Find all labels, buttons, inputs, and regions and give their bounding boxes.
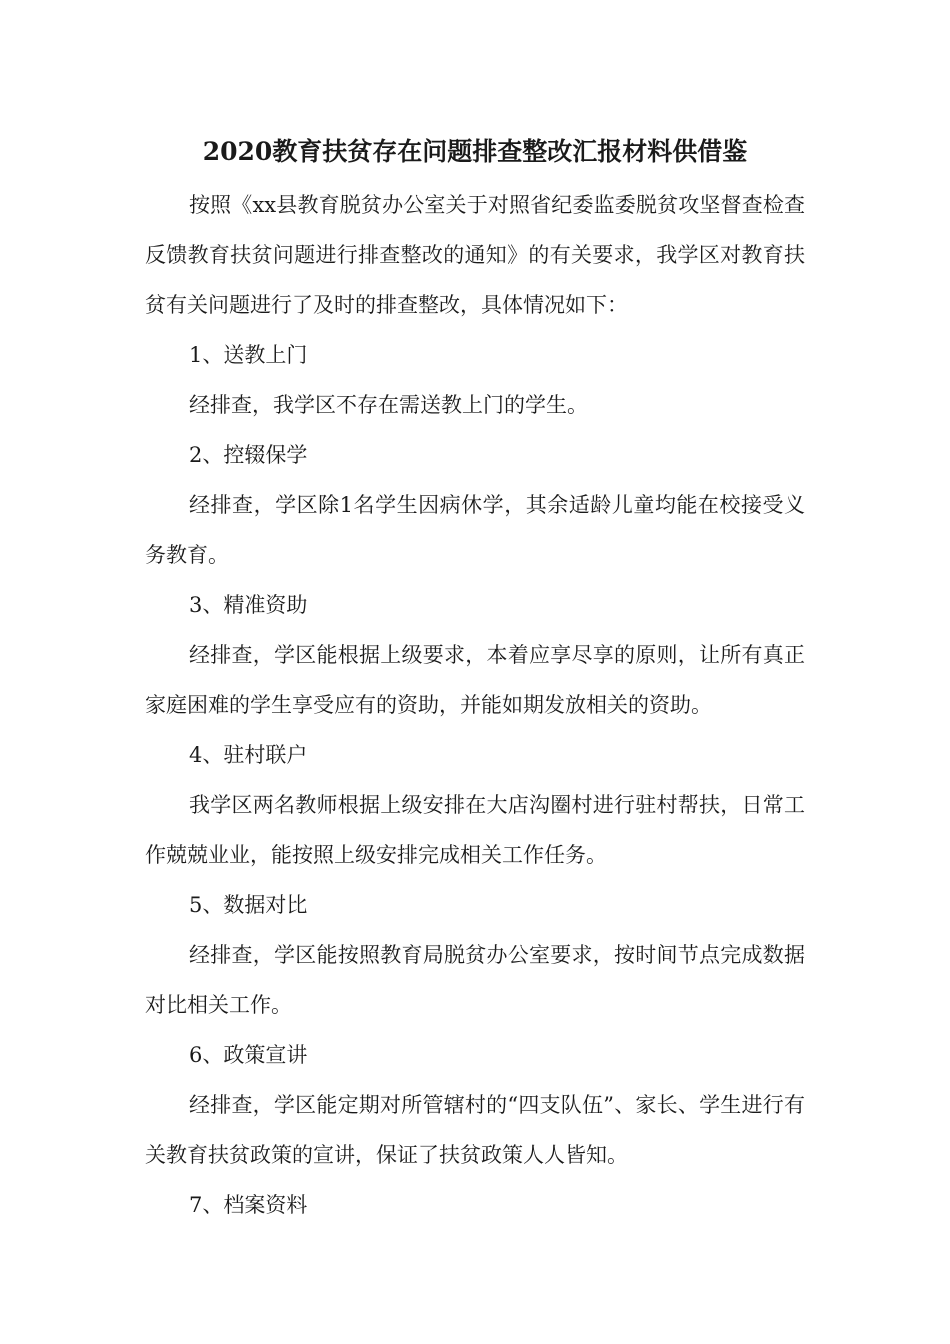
section-body-1: 经排查，我学区不存在需送教上门的学生。: [189, 393, 588, 417]
section-body-5: 经排查，学区能按照教育局脱贫办公室要求，按时间节点完成数据对比相关工作。: [145, 943, 805, 1017]
section-body-6: 经排查，学区能定期对所管辖村的“四支队伍”、家长、学生进行有关教育扶贫政策的宣讲，保证了扶贫政策人人皆知。: [145, 1093, 805, 1167]
section-heading-6: 6、政策宣讲: [189, 1043, 308, 1067]
section-heading-2: 2、控辍保学: [189, 443, 308, 467]
document-title: 2020教育扶贫存在问题排查整改汇报材料供借鉴: [202, 137, 748, 166]
section-heading-3: 3、精准资助: [189, 593, 308, 617]
section-body-3: 经排查，学区能根据上级要求，本着应享尽享的原则，让所有真正家庭困难的学生享受应有的资助，并能如期发放相关的资助。: [145, 643, 805, 717]
section-heading-4: 4、驻村联户: [189, 743, 308, 767]
document-body: [145, 180, 805, 1230]
section-heading-1: 1、送教上门: [189, 343, 308, 367]
intro-paragraph: 按照《xx县教育脱贫办公室关于对照省纪委监委脱贫攻坚督查检查反馈教育扶贫问题进行排查整改的通知》的有关要求，我学区对教育扶贫有关问题进行了及时的排查整改，具体情况如下：: [145, 193, 805, 317]
section-heading-5: 5、数据对比: [189, 893, 308, 917]
section-body-2: 经排查，学区除1名学生因病休学，其余适龄儿童均能在校接受义务教育。: [145, 493, 805, 567]
section-heading-7: 7、档案资料: [189, 1193, 308, 1217]
section-body-4: 我学区两名教师根据上级安排在大店沟圈村进行驻村帮扶，日常工作兢兢业业，能按照上级安排完成相关工作任务。: [145, 793, 805, 867]
